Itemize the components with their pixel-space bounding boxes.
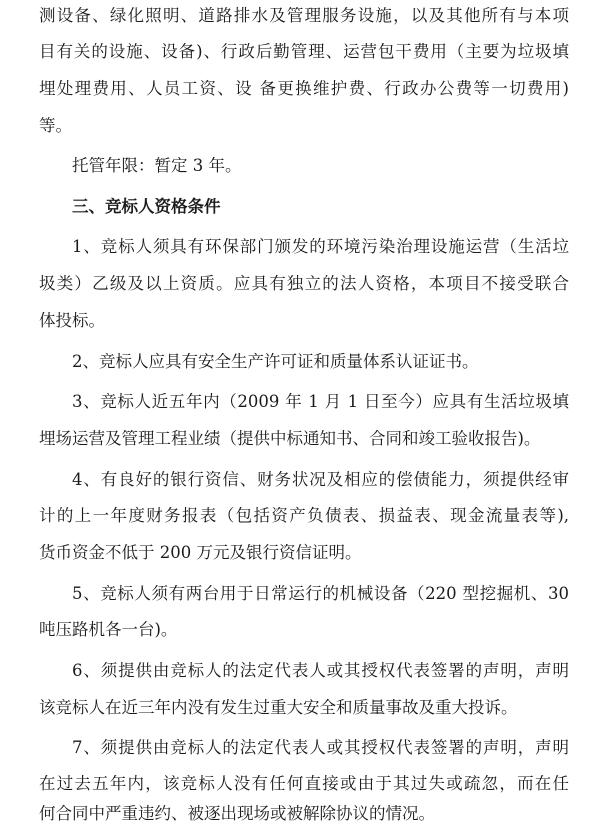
item-4-line-1: 4、有良好的银行资信、财务状况及相应的偿债能力，须提供经审: [72, 470, 569, 489]
intro-line-4: 等。: [39, 116, 72, 135]
item-6-line-2: 该竞标人在近三年内没有发生过重大安全和质量事故及重大投诉。: [39, 698, 518, 717]
item-1-line-3: 体投标。: [39, 311, 105, 330]
item-5-line-1: 5、竞标人须有两台用于日常运行的机械设备（220 型挖掘机、30: [72, 584, 569, 603]
item-7-line-3: 何合同中严重违约、被逐出现场或被解除协议的情况。: [39, 804, 435, 823]
item-6-line-1: 6、须提供由竞标人的法定代表人或其授权代表签署的声明，声明: [72, 661, 569, 680]
item-3-line-1: 3、竞标人近五年内（2009 年 1 月 1 日至今）应具有生活垃圾填: [72, 392, 569, 411]
item-7-line-2: 在过去五年内，该竞标人没有任何直接或由于其过失或疏忽，而在任: [39, 774, 569, 793]
term-line: 托管年限：暂定 3 年。: [72, 156, 242, 175]
intro-line-2: 目有关的设施、设备)、行政后勤管理、运营包干费用（主要为垃圾填: [39, 42, 569, 61]
item-7-line-1: 7、须提供由竞标人的法定代表人或其授权代表签署的声明，声明: [72, 738, 569, 757]
item-3-line-2: 埋场运营及管理工程业绩（提供中标通知书、合同和竣工验收报告)。: [39, 429, 541, 448]
intro-line-1: 测设备、绿化照明、道路排水及管理服务设施，以及其他所有与本项: [39, 6, 569, 25]
item-5-line-2: 吨压路机各一台)。: [39, 620, 178, 639]
section-title: 三、竞标人资格条件: [72, 197, 221, 216]
item-4-line-3: 货币资金不低于 200 万元及银行资信证明。: [39, 543, 362, 562]
item-1-line-2: 圾类）乙级及以上资质。应具有独立的法人资格，本项目不接受联合: [39, 274, 569, 293]
item-4-line-2: 计的上一年度财务报表（包括资产负债表、损益表、现金流量表等),: [39, 506, 569, 525]
item-1-line-1: 1、竞标人须具有环保部门颁发的环境污染治理设施运营（生活垃: [72, 237, 569, 256]
item-2-line-1: 2、竞标人应具有安全生产许可证和质量体系认证证书。: [72, 352, 479, 371]
intro-line-3: 埋处理费用、人员工资、设 备更换维护费、行政办公费等一切费用): [39, 79, 569, 98]
